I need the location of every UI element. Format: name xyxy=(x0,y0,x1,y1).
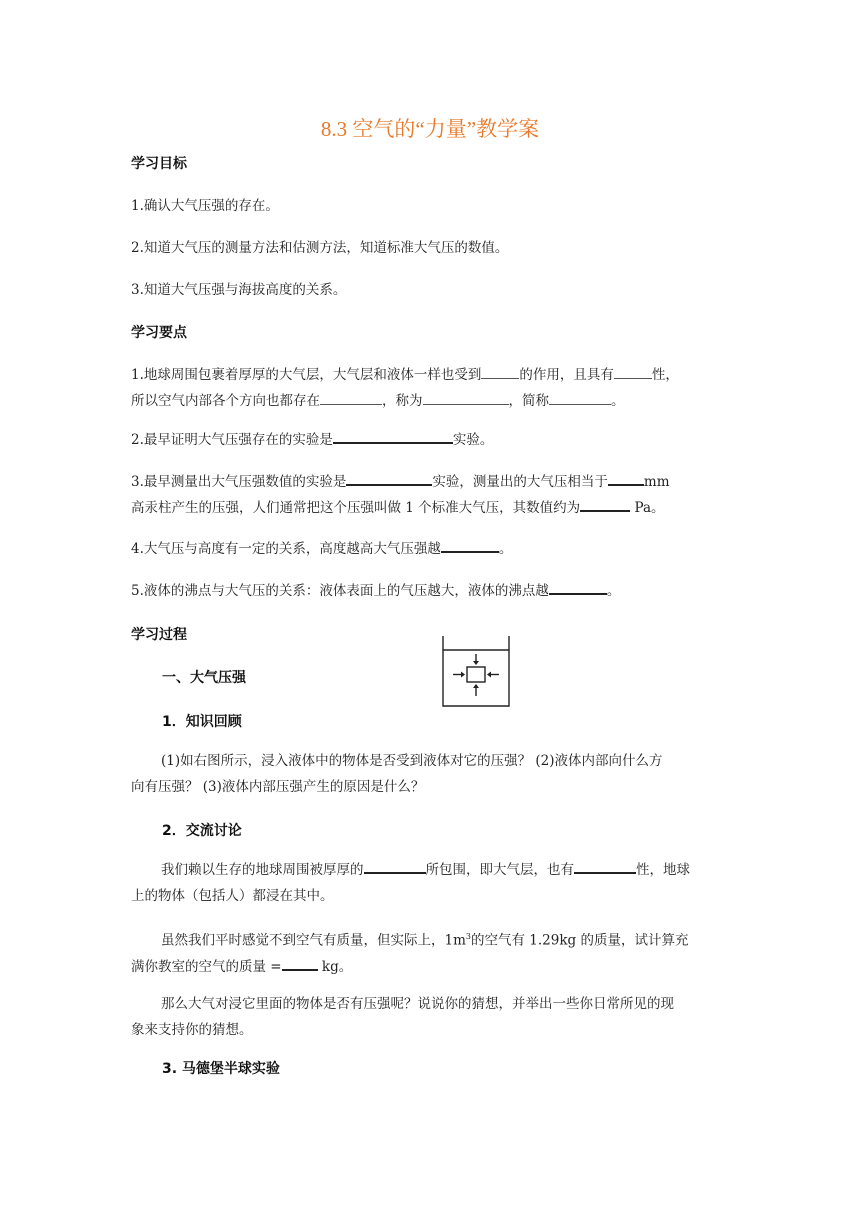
keypoint-text: ，称为 xyxy=(382,393,423,409)
keypoint-text: 高汞柱产生的压强，人们通常把这个压强叫做 1 个标准大气压，其数值约为 xyxy=(131,500,581,516)
objective-item: 3.知道大气压强与海拔高度的关系。 xyxy=(131,282,347,298)
keypoint-text: 5.液体的沸点与大气压的关系：液体表面上的气压越大，液体的沸点越 xyxy=(131,583,549,599)
keypoint-text: 的作用，且具有 xyxy=(519,367,614,383)
superscript: 3 xyxy=(465,932,471,941)
keypoint-text: Pa。 xyxy=(630,500,665,516)
page-title: 8.3 空气的“力量”教学案 xyxy=(320,117,540,141)
keypoint-text: 2.最早证明大气压强存在的实验是 xyxy=(131,432,333,448)
process-heading: 学习过程 xyxy=(131,627,187,643)
keypoint-text: 。 xyxy=(611,393,625,409)
review-text: (1)如右图所示，浸入液体中的物体是否受到液体对它的压强？ (2)液体内部向什么方 xyxy=(161,753,663,769)
keypoint-1 xyxy=(131,362,731,414)
keypoint-4 xyxy=(131,536,731,562)
subsection-heading: 1．知识回顾 xyxy=(162,714,242,730)
keypoint-text: 4.大气压与高度有一定的关系，高度越高大气压强越 xyxy=(131,541,441,557)
discussion-text: 满你教室的空气的质量 = xyxy=(131,958,282,975)
blank-line[interactable] xyxy=(580,496,630,512)
discussion-paragraph-1 xyxy=(131,857,731,909)
blank-line[interactable] xyxy=(608,470,644,486)
discussion-text: 我们赖以生存的地球周围被厚厚的 xyxy=(161,862,364,878)
review-text: 向有压强？ (3)液体内部压强产生的原因是什么？ xyxy=(131,779,425,795)
keypoint-text: 。 xyxy=(606,583,621,599)
review-paragraph xyxy=(131,748,731,800)
subsection-heading: 2．交流讨论 xyxy=(162,823,242,839)
discussion-text: 那么大气对浸它里面的物体是否有压强呢？说说你的猜想，并举出一些你日常所见的现 xyxy=(161,996,674,1012)
keypoint-text: 3.最早测量出大气压强数值的实验是 xyxy=(131,474,347,490)
keypoint-5 xyxy=(131,578,731,604)
discussion-text: 性，地球 xyxy=(636,862,690,878)
blank-line[interactable] xyxy=(549,579,607,595)
keypoint-text: 所以空气内部各个方向也都存在 xyxy=(131,393,320,409)
keypoints-heading: 学习要点 xyxy=(131,325,187,341)
immersed-object xyxy=(467,667,485,682)
keypoint-3 xyxy=(131,469,731,521)
liquid-pressure-diagram xyxy=(440,636,512,708)
blank-line[interactable] xyxy=(574,858,636,874)
keypoint-text: mm xyxy=(643,474,670,490)
blank-line[interactable] xyxy=(614,364,652,379)
blank-line[interactable] xyxy=(364,858,426,874)
blank-line[interactable] xyxy=(333,428,453,444)
discussion-text: 的空气有 1.29kg 的质量，试计算充 xyxy=(470,932,689,949)
discussion-text: 所包围，即大气层，也有 xyxy=(425,862,574,878)
keypoint-2 xyxy=(131,427,731,453)
blank-line[interactable] xyxy=(423,390,509,405)
keypoint-text: 。 xyxy=(498,541,513,557)
blank-line[interactable] xyxy=(320,390,382,405)
discussion-text: 象来支持你的猜想。 xyxy=(131,1022,253,1038)
discussion-text: kg。 xyxy=(317,958,353,975)
objectives-heading: 学习目标 xyxy=(131,156,187,172)
keypoint-text: 实验。 xyxy=(452,432,494,448)
blank-line[interactable] xyxy=(441,537,499,553)
subsection-heading: 3. 马德堡半球实验 xyxy=(162,1061,280,1077)
blank-line[interactable] xyxy=(282,955,318,971)
blank-line[interactable] xyxy=(549,390,611,405)
section-heading: 一、大气压强 xyxy=(162,670,246,686)
keypoint-text: 性， xyxy=(651,367,679,383)
discussion-paragraph-2 xyxy=(131,924,731,980)
keypoint-text: ，简称 xyxy=(508,393,549,409)
objective-item: 1.确认大气压强的存在。 xyxy=(131,198,279,214)
discussion-text: 上的物体（包括人）都浸在其中。 xyxy=(131,888,334,904)
keypoint-text: 1.地球周围包裹着厚厚的大气层，大气层和液体一样也受到 xyxy=(131,367,482,383)
keypoint-text: 实验，测量出的大气压相当于 xyxy=(432,474,608,490)
discussion-paragraph-3 xyxy=(131,991,731,1043)
objective-item: 2.知道大气压的测量方法和估测方法，知道标准大气压的数值。 xyxy=(131,240,509,256)
discussion-text: 虽然我们平时感觉不到空气有质量，但实际上，1m xyxy=(161,932,466,949)
blank-line[interactable] xyxy=(346,470,432,486)
blank-line[interactable] xyxy=(481,364,519,379)
